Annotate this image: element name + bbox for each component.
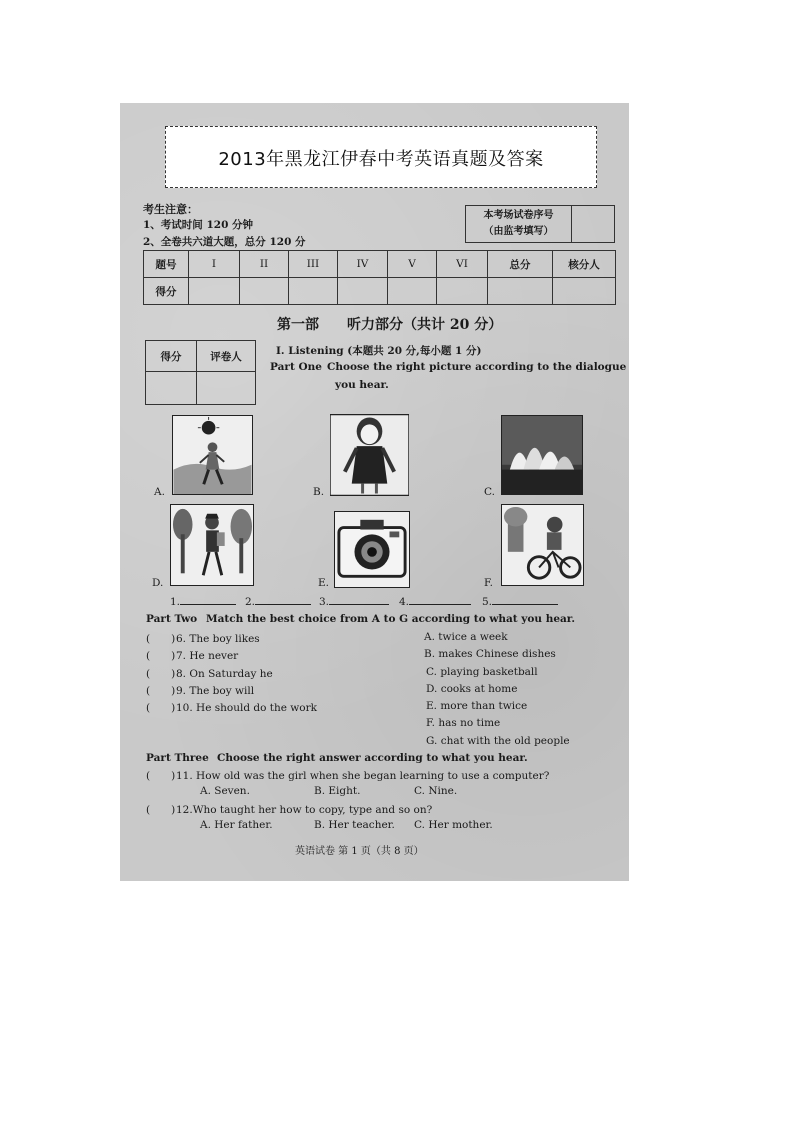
answer-blank-2[interactable] (245, 596, 311, 608)
question-row-7 (146, 648, 238, 663)
answer-blank-number: 2. (245, 596, 256, 608)
question-row-9 (146, 683, 254, 698)
score-cell (240, 278, 289, 305)
score-header-cell: 总分 (488, 251, 553, 278)
score-header-cell: IV (338, 251, 388, 278)
grader-name-label: 评卷人 (197, 341, 256, 372)
grader-name-cell (197, 372, 256, 405)
seat-number-box (465, 205, 615, 243)
score-cell (437, 278, 488, 305)
question-text: 12.Who taught her how to copy, type and so on? (176, 804, 433, 816)
score-header-cell: 题号 (144, 251, 189, 278)
score-header-cell: VI (437, 251, 488, 278)
choice-f: F. has no time (426, 717, 501, 729)
q11-option-a: A. Seven. (200, 785, 250, 797)
answer-parens[interactable]: ( ) (146, 770, 176, 782)
score-cell (388, 278, 437, 305)
notice-line-1: 1、考试时间 120 分钟 (143, 219, 254, 231)
boy-walking-sun-icon (172, 415, 253, 495)
answer-blank-4[interactable] (399, 596, 471, 608)
picture-letter-e: E. (318, 577, 330, 589)
answer-blank-number: 3. (319, 596, 330, 608)
choice-c: C. playing basketball (426, 666, 538, 678)
grader-table (145, 340, 256, 405)
seat-box-line-2: （由监考填写） (483, 226, 554, 237)
question-text: 6. The boy likes (176, 633, 260, 645)
answer-blank-5[interactable] (482, 596, 558, 608)
score-row-label: 得分 (144, 278, 189, 305)
score-header-cell: II (240, 251, 289, 278)
part-one-instruction: Choose the right picture according to the dialogue (327, 361, 627, 373)
woman-in-dress-icon (330, 414, 409, 496)
score-table-score-row (144, 278, 616, 305)
picture-letter-f: F. (484, 577, 493, 589)
score-cell (338, 278, 388, 305)
grader-score-cell (146, 372, 197, 405)
camera-icon (334, 511, 410, 588)
score-cell (488, 278, 553, 305)
q12-option-c: C. Her mother. (414, 819, 493, 831)
choice-b: B. makes Chinese dishes (424, 648, 556, 660)
picture-letter-b: B. (313, 486, 325, 498)
question-text: 10. He should do the work (176, 702, 318, 714)
score-header-cell: III (289, 251, 338, 278)
score-cell (189, 278, 240, 305)
question-text: 9. The boy will (176, 685, 255, 697)
question-row-8 (146, 666, 273, 681)
q11-option-c: C. Nine. (414, 785, 458, 797)
boy-cycling-icon (501, 504, 584, 586)
question-row-6 (146, 631, 260, 646)
score-header-cell: I (189, 251, 240, 278)
score-header-cell: V (388, 251, 437, 278)
question-text: 11. How old was the girl when she began learning to use a computer? (176, 770, 550, 782)
answer-parens[interactable]: ( ) (146, 702, 176, 714)
page-footer: 英语试卷 第 1 页（共 8 页） (295, 846, 424, 857)
document-title: 2013年黑龙江伊春中考英语真题及答案 (218, 149, 544, 170)
score-cell (553, 278, 616, 305)
part-one-label: Part One (270, 361, 322, 373)
score-header-cell: 核分人 (553, 251, 616, 278)
answer-parens[interactable]: ( ) (146, 650, 176, 662)
part-three-instruction: Choose the right answer according to what you hear. (217, 752, 528, 764)
question-text: 7. He never (176, 650, 239, 662)
picture-letter-a: A. (154, 486, 165, 498)
score-table-header-row (144, 251, 616, 278)
answer-parens[interactable]: ( ) (146, 668, 176, 680)
question-row-12 (146, 802, 432, 817)
picture-letter-d: D. (152, 577, 164, 589)
part-three-label: Part Three (146, 752, 209, 764)
answer-parens[interactable]: ( ) (146, 633, 176, 645)
part-two-label: Part Two (146, 613, 198, 625)
score-table (143, 250, 616, 305)
scanned-exam-page (120, 103, 629, 881)
q12-option-b: B. Her teacher. (314, 819, 395, 831)
choice-e: E. more than twice (426, 700, 528, 712)
part-two-instruction: Match the best choice from A to G according to what you hear. (206, 613, 576, 625)
answer-blank-number: 5. (482, 596, 493, 608)
q12-option-a: A. Her father. (200, 819, 273, 831)
question-row-10 (146, 700, 317, 715)
listening-heading: I. Listening (本题共 20 分,每小题 1 分) (276, 345, 482, 357)
choice-g: G. chat with the old people (426, 735, 570, 747)
question-text: 8. On Saturday he (176, 668, 273, 680)
answer-blank-number: 1. (170, 596, 181, 608)
part-one-instruction-cont: you hear. (335, 379, 389, 391)
question-row-11 (146, 768, 549, 783)
picture-letter-c: C. (484, 486, 495, 498)
section-title: 第一部 听力部分（共计 20 分） (277, 317, 503, 333)
grader-score-label: 得分 (146, 341, 197, 372)
choice-a: A. twice a week (424, 631, 508, 643)
answer-blank-3[interactable] (319, 596, 389, 608)
title-box (165, 126, 597, 188)
answer-blank-1[interactable] (170, 596, 236, 608)
q11-option-b: B. Eight. (314, 785, 361, 797)
notice-line-2: 2、全卷共六道大题，总分 120 分 (143, 236, 306, 248)
notice-heading: 考生注意： (143, 203, 198, 216)
opera-house-icon (501, 415, 583, 495)
answer-parens[interactable]: ( ) (146, 804, 176, 816)
answer-blank-number: 4. (399, 596, 410, 608)
boy-walking-park-icon (170, 504, 254, 586)
score-cell (289, 278, 338, 305)
seat-box-line-1: 本考场试卷序号 (483, 210, 554, 221)
choice-d: D. cooks at home (426, 683, 518, 695)
answer-parens[interactable]: ( ) (146, 685, 176, 697)
